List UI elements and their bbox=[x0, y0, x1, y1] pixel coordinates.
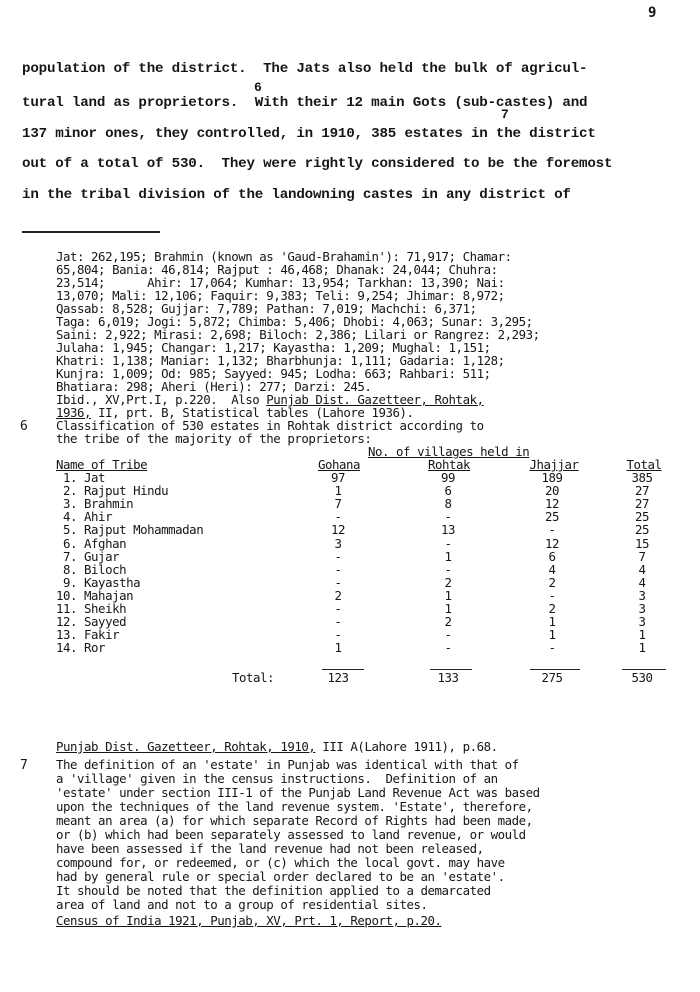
cell-rohtak: 8 bbox=[444, 496, 452, 512]
table-row bbox=[56, 563, 676, 576]
cell-gohana: - bbox=[334, 601, 342, 616]
cell-jhajjar: 1 bbox=[548, 627, 556, 643]
cell-rohtak: 2 bbox=[444, 614, 452, 630]
table-row bbox=[56, 497, 676, 510]
cell-jhajjar: 2 bbox=[548, 601, 556, 616]
cell-jhajjar: - bbox=[548, 522, 556, 538]
table-row bbox=[56, 602, 676, 615]
totals-row bbox=[56, 671, 676, 684]
footnote-line: Kunjra: 1,009; Od: 985; Sayyed: 945; Lodha: 663; Rahbari: 511; bbox=[56, 366, 491, 381]
footnote-separator bbox=[22, 231, 160, 233]
header-jhajjar: Jhajjar bbox=[529, 457, 579, 472]
cell-total: 27 bbox=[634, 483, 650, 499]
cell-rohtak: 1 bbox=[444, 587, 452, 603]
page-number: 9 bbox=[648, 5, 657, 21]
body-line: 137 minor ones, they controlled, in 1910, 385 estates in the district bbox=[22, 126, 596, 142]
cell-rohtak: - bbox=[444, 640, 452, 656]
cell-total: 3 bbox=[638, 587, 646, 603]
footnote-line: had by general rule or special order declared to be an 'estate'. bbox=[56, 869, 505, 884]
footnote-line: have been assessed if the land revenue had not been released, bbox=[56, 841, 484, 856]
header-gohana: Gohana bbox=[317, 457, 361, 472]
table-row bbox=[56, 523, 676, 536]
tribe-name: 6. Afghan bbox=[56, 535, 127, 551]
total-gohana: 123 bbox=[327, 670, 349, 685]
citation-prefix: Ibid., XV,Prt.I, p.220. Also bbox=[56, 392, 267, 407]
cell-total: 27 bbox=[634, 496, 650, 512]
total-total: 530 bbox=[631, 670, 653, 685]
cell-gohana: 2 bbox=[334, 587, 342, 603]
body-line: population of the district. The Jats also held the bulk of agricul- bbox=[22, 61, 588, 77]
cell-jhajjar: 6 bbox=[548, 548, 556, 564]
cell-jhajjar: 1 bbox=[548, 614, 556, 630]
tribe-name: 14. Ror bbox=[56, 640, 106, 656]
cell-jhajjar: 12 bbox=[544, 535, 560, 551]
citation-title: 1936, bbox=[56, 405, 92, 420]
footnote-line: It should be noted that the definition applied to a demarcated bbox=[56, 883, 491, 898]
table-row bbox=[56, 641, 676, 654]
cell-rohtak: - bbox=[444, 535, 452, 551]
table-caption-text: No. of villages held in bbox=[368, 444, 530, 459]
tribe-name: 5. Rajput Mohammadan bbox=[56, 522, 204, 538]
cell-rohtak: - bbox=[444, 561, 452, 577]
table-row bbox=[56, 484, 676, 497]
footnote-line: compound for, or redeemed, or (c) which the local govt. may have bbox=[56, 855, 505, 870]
cell-rohtak: 1 bbox=[444, 601, 452, 616]
tribe-name: 4. Ahir bbox=[56, 509, 113, 525]
cell-total: 4 bbox=[638, 574, 646, 590]
tribe-name: 3. Brahmin bbox=[56, 496, 134, 512]
table-row bbox=[56, 550, 676, 563]
cell-gohana: - bbox=[334, 509, 342, 525]
cell-gohana: 12 bbox=[330, 522, 346, 538]
cell-jhajjar: - bbox=[548, 640, 556, 656]
cell-jhajjar: 20 bbox=[544, 483, 560, 499]
table-row bbox=[56, 576, 676, 589]
citation-title: Census of India 1921, Punjab, XV, Prt. 1, Report, p.20. bbox=[56, 913, 442, 928]
cell-gohana: - bbox=[334, 561, 342, 577]
tribe-name: 13. Fakir bbox=[56, 627, 120, 643]
footnote-line: a 'village' given in the census instructions. Definition of an bbox=[56, 771, 498, 786]
cell-jhajjar: 4 bbox=[548, 561, 556, 577]
table-row bbox=[56, 589, 676, 602]
footnote-ref-6: 6 bbox=[254, 80, 262, 95]
cell-jhajjar: 12 bbox=[544, 496, 560, 512]
footnote-line: Khatri: 1,138; Maniar: 1,132; Bharbhunja: 1,111; Gadaria: 1,128; bbox=[56, 353, 505, 368]
cell-rohtak: - bbox=[444, 509, 452, 525]
footnote-line: Saini: 2,922; Mirasi: 2,698; Biloch: 2,386; Lilari or Rangrez: 2,293; bbox=[56, 327, 540, 342]
citation-rest: II, prt. B, Statistical tables (Lahore 1936). bbox=[91, 405, 414, 420]
cell-total: 25 bbox=[634, 509, 650, 525]
body-line: out of a total of 530. They were rightly considered to be the foremost bbox=[22, 156, 613, 172]
table-row bbox=[56, 628, 676, 641]
cell-gohana: 1 bbox=[334, 640, 342, 656]
footnote-line: 23,514; Ahir: 17,064; Kumhar: 13,954; Tarkhan: 13,390; Nai: bbox=[56, 275, 505, 290]
cell-jhajjar: 2 bbox=[548, 574, 556, 590]
footnote-line: meant an area (a) for which separate Record of Rights had been made, bbox=[56, 813, 533, 828]
footnote-line: 'estate' under section III-1 of the Punjab Land Revenue Act was based bbox=[56, 785, 540, 800]
citation-rest: III A(Lahore 1911), p.68. bbox=[315, 739, 498, 754]
cell-total: 4 bbox=[638, 561, 646, 577]
table-row bbox=[56, 615, 676, 628]
footnote-line: area of land and not to a group of residential sites. bbox=[56, 897, 428, 912]
footnote-number: 6 bbox=[20, 419, 28, 434]
footnote-line: Classification of 530 estates in Rohtak district according to bbox=[56, 418, 484, 433]
cell-total: 1 bbox=[638, 627, 646, 643]
footnote-line: Bhatiara: 298; Aheri (Heri): 277; Darzi: 245. bbox=[56, 379, 372, 394]
tribe-name: 12. Sayyed bbox=[56, 614, 127, 630]
cell-total: 385 bbox=[631, 470, 653, 485]
cell-jhajjar: 189 bbox=[541, 470, 563, 485]
total-jhajjar: 275 bbox=[541, 670, 563, 685]
cell-gohana: - bbox=[334, 574, 342, 590]
header-rohtak: Rohtak bbox=[427, 457, 471, 472]
tribe-name: 1. Jat bbox=[56, 470, 106, 485]
cell-rohtak: 2 bbox=[444, 574, 452, 590]
header-tribe: Name of Tribe bbox=[56, 457, 148, 472]
cell-rohtak: 99 bbox=[440, 470, 456, 485]
cell-jhajjar: 25 bbox=[544, 509, 560, 525]
footnote-line: or (b) which had been separately assessed to land revenue, or would bbox=[56, 827, 526, 842]
cell-rohtak: 1 bbox=[444, 548, 452, 564]
footnote-citation bbox=[56, 740, 498, 753]
footnote-citation bbox=[56, 914, 442, 927]
footnote-line: upon the techniques of the land revenue system. 'Estate', therefore, bbox=[56, 799, 533, 814]
citation-title: Punjab Dist. Gazetteer, Rohtak, 1910, bbox=[56, 739, 316, 754]
footnote-line: the tribe of the majority of the proprietors: bbox=[56, 431, 372, 446]
table-row bbox=[56, 471, 676, 484]
total-label: Total: bbox=[232, 670, 275, 685]
footnote-line: Taga: 6,019; Jogi: 5,872; Chimba: 5,406; Dhobi: 4,063; Sunar: 3,295; bbox=[56, 314, 533, 329]
tribe-name: 8. Biloch bbox=[56, 561, 127, 577]
table-row bbox=[56, 537, 676, 550]
cell-gohana: 1 bbox=[334, 483, 342, 499]
cell-rohtak: 13 bbox=[440, 522, 456, 538]
tribe-name: 7. Gujar bbox=[56, 548, 120, 564]
cell-total: 7 bbox=[638, 548, 646, 564]
table-caption bbox=[368, 445, 648, 458]
cell-total: 15 bbox=[634, 535, 650, 551]
total-rohtak: 133 bbox=[437, 670, 459, 685]
cell-total: 3 bbox=[638, 614, 646, 630]
footnote-ref-7: 7 bbox=[501, 107, 509, 122]
cell-gohana: - bbox=[334, 627, 342, 643]
tribe-name: 11. Sheikh bbox=[56, 601, 127, 616]
cell-total: 25 bbox=[634, 522, 650, 538]
cell-gohana: 3 bbox=[334, 535, 342, 551]
tribe-name: 9. Kayastha bbox=[56, 574, 141, 590]
cell-rohtak: - bbox=[444, 627, 452, 643]
footnote-line: 13,070; Mali: 12,106; Faquir: 9,383; Teli: 9,254; Jhimar: 8,972; bbox=[56, 288, 505, 303]
footnote-line: 65,804; Bania: 46,814; Rajput : 46,468; Dhanak: 24,044; Chuhra: bbox=[56, 262, 498, 277]
citation-title: Punjab Dist. Gazetteer, Rohtak, bbox=[266, 392, 484, 407]
table-header-row bbox=[56, 458, 676, 471]
header-total: Total bbox=[626, 457, 662, 472]
footnote-line: Qassab: 8,528; Gujjar: 7,789; Pathan: 7,019; Machchi: 6,371; bbox=[56, 301, 477, 316]
footnote-line: Julaha: 1,945; Changar: 1,217; Kayastha: 1,209; Mughal: 1,151; bbox=[56, 340, 491, 355]
cell-gohana: - bbox=[334, 614, 342, 630]
body-line: in the tribal division of the landowning castes in any district of bbox=[22, 187, 571, 203]
body-line: tural land as proprietors. With their 12 main Gots (sub-castes) and bbox=[22, 95, 588, 111]
cell-total: 3 bbox=[638, 601, 646, 616]
cell-jhajjar: - bbox=[548, 587, 556, 603]
footnote-number: 7 bbox=[20, 758, 28, 773]
footnote-line: Jat: 262,195; Brahmin (known as 'Gaud-Brahamin'): 71,917; Chamar: bbox=[56, 249, 512, 264]
cell-gohana: 7 bbox=[334, 496, 342, 512]
tribe-name: 10. Mahajan bbox=[56, 587, 134, 603]
tribe-name: 2. Rajput Hindu bbox=[56, 483, 169, 499]
cell-gohana: 97 bbox=[330, 470, 346, 485]
footnote-line: The definition of an 'estate' in Punjab was identical with that of bbox=[56, 757, 519, 772]
cell-total: 1 bbox=[638, 640, 646, 656]
table-row bbox=[56, 510, 676, 523]
cell-gohana: - bbox=[334, 548, 342, 564]
cell-rohtak: 6 bbox=[444, 483, 452, 499]
